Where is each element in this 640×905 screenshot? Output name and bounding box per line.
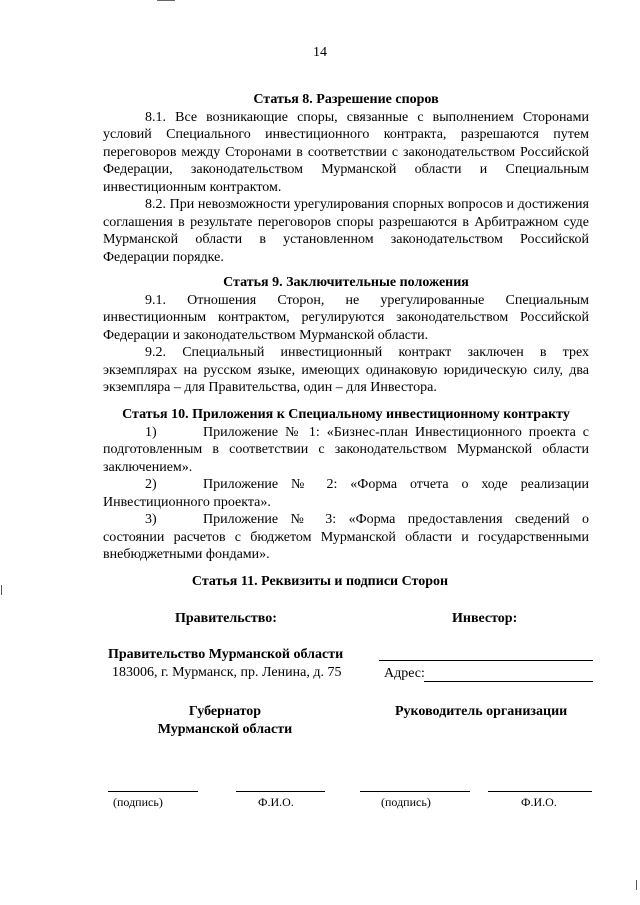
governor-title-line-2: Мурманской области xyxy=(157,722,293,737)
government-name-caption: Ф.И.О. xyxy=(258,795,294,809)
governor-title-line-1: Губернатор xyxy=(188,704,262,719)
government-signature-caption: (подпись) xyxy=(113,795,163,809)
article-9-heading: Статья 9. Заключительные положения xyxy=(223,275,469,290)
article-8 xyxy=(103,91,589,266)
article-11-heading: Статья 11. Реквизиты и подписи Сторон xyxy=(191,574,449,589)
investor-name-line xyxy=(379,660,593,661)
article-8-heading: Статья 8. Разрешение споров xyxy=(253,92,439,107)
appendix-item: 1) Приложение № 1: «Бизнес-план Инвестиционного проекта с подготовленным в соответствии с законодательством Мурманской области заключением». xyxy=(103,424,589,475)
investor-fio-line xyxy=(488,791,592,792)
investor-address-label: Адрес: xyxy=(384,666,425,681)
appendix-item: 2) Приложение № 2: «Форма отчета о ходе реализации Инвестиционного проекта». xyxy=(103,477,589,510)
investor-address-line xyxy=(424,681,593,682)
article-10-heading: Статья 10. Приложения к Специальному инвестиционному контракту xyxy=(122,407,570,422)
investor-head-title: Руководитель организации xyxy=(395,704,568,719)
article-10 xyxy=(103,406,589,564)
government-signature-line xyxy=(108,791,198,792)
government-name: Правительство Мурманской области xyxy=(108,647,344,662)
article-9-paragraph-2: 9.2. Специальный инвестиционный контракт заключен в трех экземплярах на русском языке, имеющих одинаковую юридическую силу, два экземпляра – для Правительства, один – для Инвестора. xyxy=(103,345,589,395)
government-name-line xyxy=(236,791,325,792)
article-9-paragraph-1: 9.1. Отношения Сторон, не урегулированные Специальным инвестиционным контрактом, регулируются законодательством Российской Федерации и законодательством Мурманской области. xyxy=(103,292,589,343)
scan-mark-top xyxy=(157,0,175,1)
investor-label: Инвестор: xyxy=(452,611,518,626)
article-8-paragraph-2: 8.2. При невозможности урегулирования спорных вопросов и достижения соглашения в результате переговоров споры разрешаются в Арбитражном суде Мурманской области в установленном законодательством Российской Федерации порядке. xyxy=(103,197,589,265)
scan-mark-right xyxy=(636,880,637,890)
investor-signature-caption: (подпись) xyxy=(381,795,431,809)
government-label: Правительство: xyxy=(175,611,277,626)
investor-signature-line xyxy=(360,791,470,792)
page-number: 14 xyxy=(313,45,327,60)
article-8-paragraph-1: 8.1. Все возникающие споры, связанные с выполнением Сторонами условий Специального инвестиционного контракта, разрешаются путем переговоров между Сторонами в соответствии с законодательством Российской Федерации, законодательством Мурманской области и Специальным инвестиционным контрактом. xyxy=(103,109,589,195)
appendix-item: 3) Приложение № 3: «Форма предоставления сведений о состоянии расчетов с бюджетом Мурманской области и государственными внебюджетными фондами». xyxy=(103,512,589,562)
government-address: 183006, г. Мурманск, пр. Ленина, д. 75 xyxy=(112,665,342,680)
article-9 xyxy=(103,274,589,397)
investor-name-caption: Ф.И.О. xyxy=(521,795,557,809)
